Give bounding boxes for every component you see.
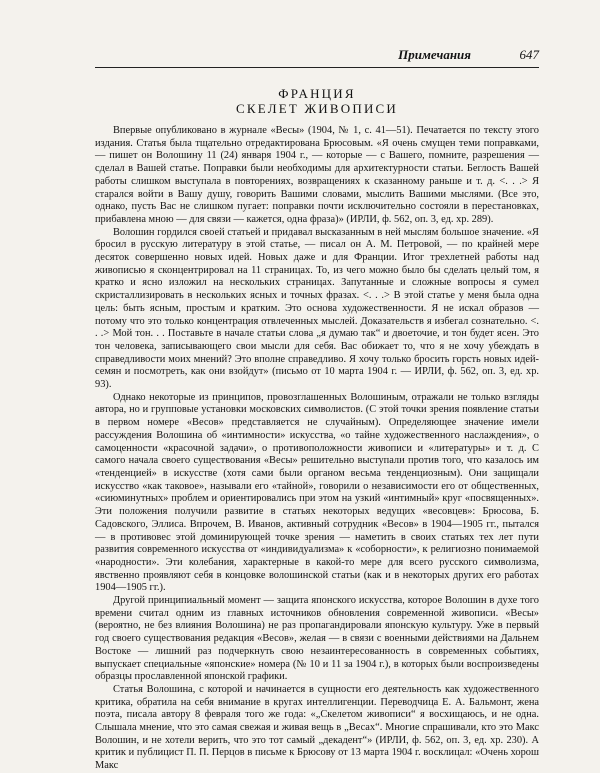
paragraph: Волошин гордился своей статьей и придавал высказанным в ней мыслям большое значение. «Я бросил в русскую литературу в этой статье, — писал он А. М. Петровой, — по крайней мере десяток совершенно новых идей. Новых даже и для Франции. Итог трехлетней работы над живописью я сконцентрировал на 11 страницах. То, из чего можно было бы сделать целый том, я кратко и ясно изложил на нескольких страницах. Запутанные и сложные вопросы я сумел скристаллизировать в нескольких ясных и точных фразах. <. . .> В этой статье у меня была одна цель: быть ясным, простым и кратким. Это основа художественности. Я не искал образов — потому что это только концентрация отвлеченных мыслей. Доказательств я избегал сознательно. <. . .> Мой тон. . . Поставьте в начале статьи слова „я думаю так“ и двоеточие, и тон будет ясен. Это тон человека, записывающего свои мысли для себя. Вас обижает то, что я не хочу убеждать в справедливости моих мнений? Это вполне справедливо. Я хочу только бросить горсть новых идей-семян и посмотреть, как они взойдут» (письмо от 10 марта 1904 г. — ИРЛИ, ф. 562, оп. 3, ед. хр. 93).: [95, 226, 539, 391]
header-title: Примечания: [398, 47, 471, 62]
running-header: [95, 45, 539, 68]
paragraph: Однако некоторые из принципов, провозглашенных Волошиным, отражали не только взгляды автора, но и групповые установки московских символистов. (С этой точки зрения появление статьи в первом номере «Весов» представляется не случайным). Определяющее значение имели рассуждения Волошина об «интимности» искусства, «о тайне художественного наслаждения», о самоценности «красочной задачи», о противоположности живописи и «литературы» и т. д. С самого начала своего существования «Весы» решительно выступали против того, что казалось им «тенденцией» в искусстве (хотя сами были органом весьма тенденциозным). Они защищали искусство «как таковое», называли его «тайной», говорили о независимости его от общественных, «сиюминутных» проблем и ориентировались при этом на узкий «интимный» круг «посвященных». Эти положения получили развитие в статьях некоторых ведущих «весовцев»: Брюсова, Б. Садовского, Эллиса. Впрочем, В. Иванов, активный сотрудник «Весов» в 1904—1905 гг., пытался — в противовес этой доминирующей точке зрения — наметить в своих статьях тех лет пути развития современного искусства от «индивидуализма» к «соборности», к религиозно понимаемой «народности». Эти колебания, характерные в какой-то мере для всего русского символизма, явственно проявляют себя в концовке волошинской статьи (как и в некоторых других его работах 1904—1905 гг.).: [95, 391, 539, 594]
paragraph: Впервые опубликовано в журнале «Весы» (1904, № 1, с. 41—51). Печатается по тексту этого издания. Статья была тщательно отредактирована Брюсовым. «Я очень смущен теми поправками, — пишет он Волошину 11 (24) января 1904 г., — которые — с Вашего, помните, разрешения — сделал в Вашей статье. Поправки были необходимы для архитектурности статьи. Беглость Вашей работы слишком выступала в повторениях, возвращениях к сказанному раньше и т. д. <. . .> Я старался войти в Вашу душу, говорить Вашими словами, мыслить Вашими мыслями. (Все это, однако, пусть Вас не слишком пугает: поправки почти исключительно состояли в перестановках, прибавлена мною — для связи — кажется, одна фраза)» (ИРЛИ, ф. 562, оп. 3, ед. хр. 289).: [95, 125, 539, 225]
paragraph: Другой принципиальный момент — защита японского искусства, которое Волошин в духе того времени считал одним из главных источников обновления современной живописи. «Весы» (вероятно, не без влияния Волошина) не раз пропагандировали японскую культуру. Уже в первый год своего существования редакция «Весов», желая — в связи с военными действиями на Дальнем Востоке — лишний раз подчеркнуть свою незаинтересованность в современных событиях, выпускает специальные «японские» номера (№ 10 и 11 за 1904 г.), в которых были воспроизведены образцы прославленной японской графики.: [95, 595, 539, 683]
body-text: [95, 125, 539, 773]
paragraph: Статья Волошина, с которой и начинается в сущности его деятельность как художественного критика, обратила на себя внимание в кругах интеллигенции. Переводчица Е. А. Бальмонт, жена поэта, писала автору 8 февраля того же года: «„Скелетом живописи“ я восхищаюсь, и не одна. Слышала мнение, что это самая свежая и живая вещь в „Весах“. Многие спрашивали, кто это Макс Волошин, и не хотели верить, что это тот самый „декадент“» (ИРЛИ, ф. 562, оп. 3, ед. хр. 230). А критик и публицист П. П. Перцов в письме к Брюсову от 13 марта 1904 г. восклицал: «Очень хорош Макс: [95, 683, 539, 772]
section-title: СКЕЛЕТ ЖИВОПИСИ: [236, 101, 398, 116]
page-number: 647: [519, 47, 539, 62]
section-country: ФРАНЦИЯ: [278, 86, 356, 101]
